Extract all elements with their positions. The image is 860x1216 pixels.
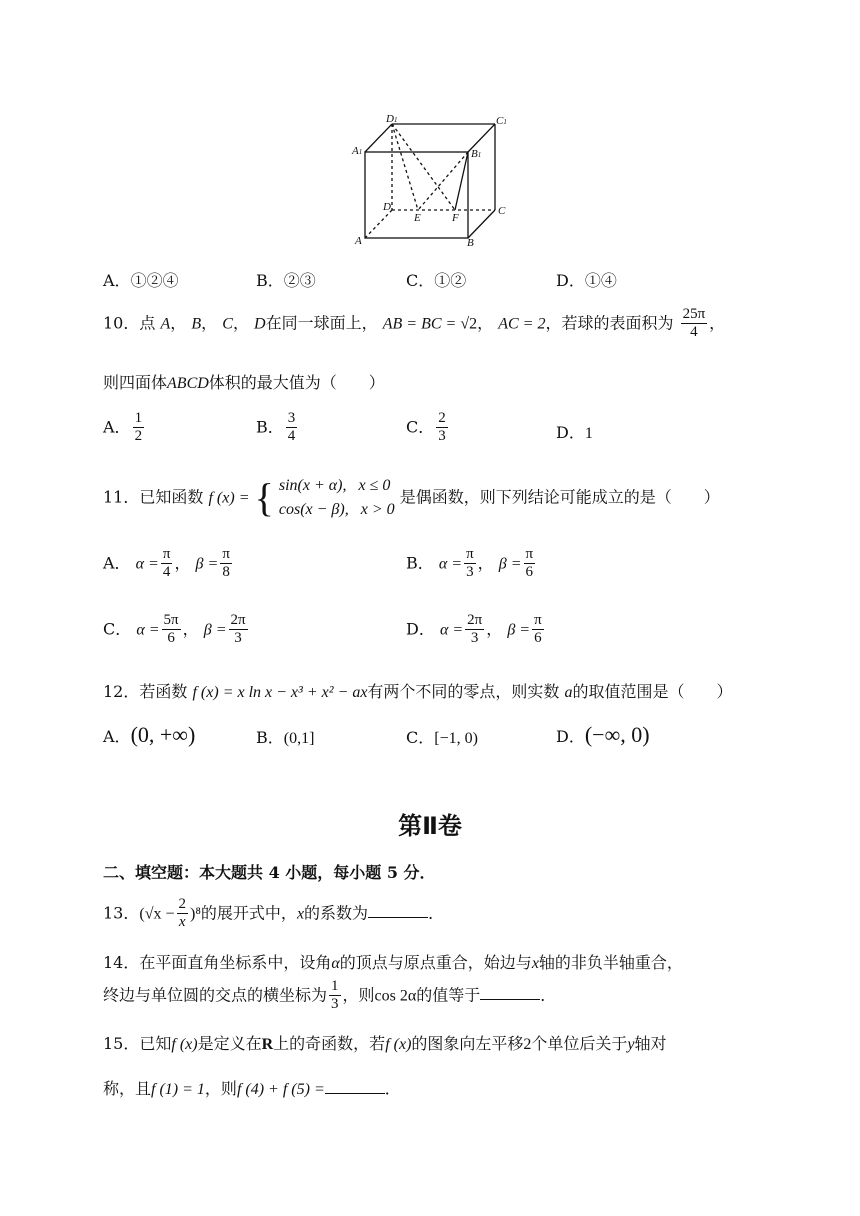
q11-option-d: D． α = $\frac{2\pi}{3}$ ， β = $\frac{\pi}{6}$	[406, 612, 542, 647]
q9-option-c: C．①②	[406, 271, 467, 290]
label-C: C	[498, 205, 506, 217]
q10-option-a: A． $\frac{1}{2}$	[103, 410, 143, 445]
label-D1: D1	[386, 113, 398, 125]
label-B: B	[467, 237, 474, 248]
label-D: D	[383, 201, 391, 213]
q15-answer-blank[interactable]	[325, 1079, 385, 1094]
label-F: F	[452, 212, 459, 224]
q15-line1: 15．已知f (x)是定义在R上的奇函数，若f (x)的图象向左平移2个单位后关于y轴对	[103, 1034, 667, 1053]
q10-stem-line1: 10．点 A， B， C， D在同一球面上， AB = BC = √2， AC = 2，若球的表面积为 $\frac{25\pi}{4}$ ，	[103, 306, 726, 341]
q10-fraction: $\frac{25\pi}{4}$	[682, 306, 706, 341]
q10-option-d: D．1	[556, 423, 593, 442]
q13-answer-blank[interactable]	[368, 903, 428, 918]
label-B1: B1	[471, 148, 482, 160]
q15-line2: 称，且f (1) = 1，则f (4) + f (5) = ．	[103, 1079, 401, 1098]
q10-option-c: C． $\frac{2}{3}$	[406, 410, 446, 445]
q11-stem: 11．已知函数 f (x) = { sin(x + α), x ≤ 0 cos(x − β), x > 0 是偶函数，则下列结论可能成立的是（ ）	[103, 475, 720, 520]
part2-title: 第Ⅱ卷	[398, 812, 462, 840]
q12-option-c: C．[−1, 0)	[406, 728, 478, 747]
part2-heading: 二、填空题：本大题共 4 小题，每小题 5 分．	[103, 863, 436, 882]
q11-option-b: B． α = $\frac{\pi}{3}$ ， β = $\frac{\pi}{6}$	[406, 546, 534, 581]
q11-piecewise: sin(x + α), x ≤ 0 cos(x − β), x > 0	[278, 477, 395, 518]
q14-line2: 终边与单位圆的交点的横坐标为 $\frac{1}{3}$ ，则cos 2α的值等于 ．	[103, 978, 557, 1013]
q9-option-b: B．②③	[256, 271, 316, 290]
q14-answer-blank[interactable]	[480, 985, 540, 1000]
q12-option-d: D．(−∞, 0)	[556, 722, 650, 747]
q9-option-d: D．①④	[556, 271, 617, 290]
q10-stem-line2: 则四面体ABCD体积的最大值为（ ）	[103, 373, 385, 392]
label-C1: C1	[496, 115, 507, 127]
label-A: A	[355, 235, 362, 247]
cube-figure	[350, 112, 520, 248]
q14-line1: 14．在平面直角坐标系中，设角α的顶点与原点重合，始边与x轴的非负半轴重合，	[103, 953, 683, 972]
q11-option-c: C． α = $\frac{5\pi}{6}$ ， β = $\frac{2\pi}{3}$	[103, 612, 246, 647]
q13-stem: 13．(√x − $\frac{2}{x}$ )⁸的展开式中，x的系数为 ．	[103, 896, 445, 931]
q12-option-b: B．(0,1]	[256, 728, 315, 747]
q11-option-a: A． α = $\frac{\pi}{4}$ ， β = $\frac{\pi}{8}$	[103, 546, 230, 581]
q12-stem: 12．若函数 f (x) = x ln x − x³ + x² − ax有两个不同的零点，则实数 a的取值范围是（ ）	[103, 682, 733, 701]
label-A1: A1	[352, 145, 363, 157]
q12-option-a: A．(0, +∞)	[103, 722, 196, 747]
label-E: E	[414, 212, 421, 224]
q10-option-b: B． $\frac{3}{4}$	[256, 410, 296, 445]
q9-option-a: A．①②④	[103, 271, 179, 290]
